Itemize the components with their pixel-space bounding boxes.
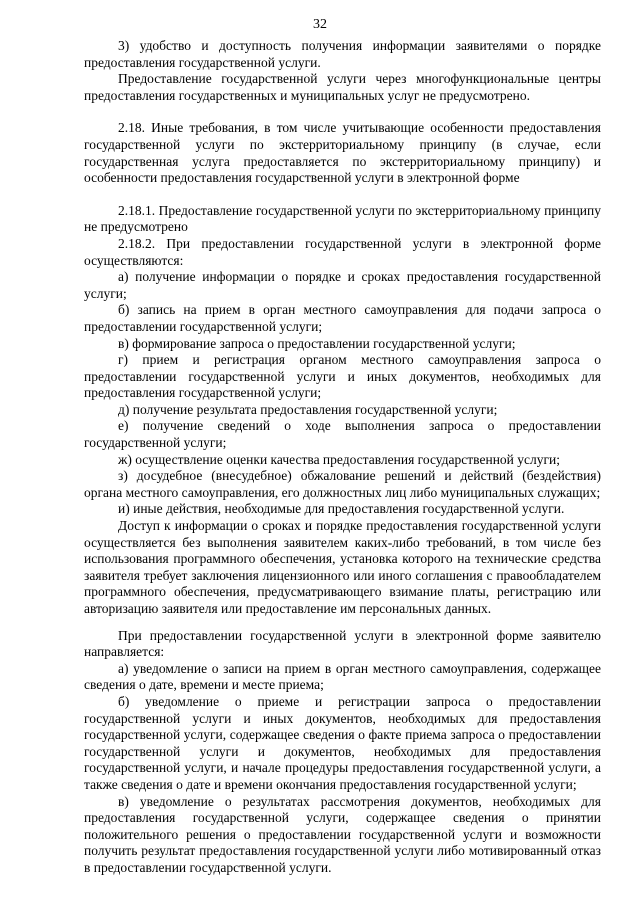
section-heading-2-18: 2.18. Иные требования, в том числе учитывающие особенности предоставления государственной услуги по экстерриториальному принципу (в случае, если государственная услуга предоставляется по экстерриториальному принципу) и особенности предоставления государственной услуги в электронной форме — [84, 120, 601, 186]
list-item: ж) осуществление оценки качества предоставления государственной услуги; — [118, 451, 561, 467]
list-item: б) уведомление о приеме и регистрации запроса о предоставлении государственной услуги и иных документов, необходимых для предоставления государственной услуги, содержащее сведения о факте приема запроса о предоставлении государственной услуги и документов, необходимых для предоставления государственной услуги, и начале процедуры предоставления государственной услуги, а также сведения о дате и времени окончания предоставления государственной услуги; — [84, 693, 601, 792]
list-item: в) уведомление о результатах рассмотрения документов, необходимых для предоставления государственной услуги, содержащее сведения о принятии положительного решения о предоставлении государственной услуги и возможности получить результат предоставления государственной услуги либо мотивированный отказ в предоставлении государственной услуги. — [84, 793, 601, 875]
list-item: д) получение результата предоставления государственной услуги; — [118, 401, 498, 417]
document-body — [84, 38, 601, 877]
paragraph: Доступ к информации о сроках и порядке предоставления государственной услуги осуществляется без выполнения заявителем каких-либо требований, в том числе без использования программного обеспечения, установка которого на технические средства заявителя требует заключения лицензионного или иного соглашения с правообладателем программного обеспечения, предусматривающего взимание платы, регистрацию или авторизацию заявителя или предоставление им персональных данных. — [84, 518, 601, 616]
list-item: а) уведомление о записи на прием в орган местного самоуправления, содержащее сведения о дате, времени и месте приема; — [84, 660, 601, 693]
list-item: в) формирование запроса о предоставлении государственной услуги; — [118, 335, 516, 351]
list-item: б) запись на прием в орган местного самоуправления для подачи запроса о предоставлении государственной услуги; — [84, 302, 601, 334]
page-number: 32 — [313, 17, 327, 32]
paragraph: Предоставление государственной услуги через многофункциональные центры предоставления государственных и муниципальных услуг не предусмотрено. — [84, 71, 601, 103]
paragraph: 2.18.2. При предоставлении государственной услуги в электронной форме осуществляются: — [84, 235, 601, 268]
paragraph: 2.18.1. Предоставление государственной услуги по экстерриториальному принципу не предусмотрено — [84, 202, 601, 235]
list-item: з) досудебное (внесудебное) обжалование решений и действий (бездействия) органа местного самоуправления, его должностных лиц либо муниципальных служащих; — [84, 468, 601, 500]
paragraph: При предоставлении государственной услуги в электронной форме заявителю направляется: — [84, 627, 601, 660]
list-item: и) иные действия, необходимые для предоставления государственной услуги. — [118, 501, 565, 517]
list-item: г) прием и регистрация органом местного самоуправления запроса о предоставлении государственной услуги и иных документов, необходимых для предоставления государственной услуги; — [84, 352, 601, 401]
paragraph: 3) удобство и доступность получения информации заявителями о порядке предоставления государственной услуги. — [84, 38, 601, 70]
list-item: а) получение информации о порядке и сроках предоставления государственной услуги; — [84, 269, 601, 301]
list-item: е) получение сведений о ходе выполнения запроса о предоставлении государственной услуги; — [84, 418, 601, 451]
